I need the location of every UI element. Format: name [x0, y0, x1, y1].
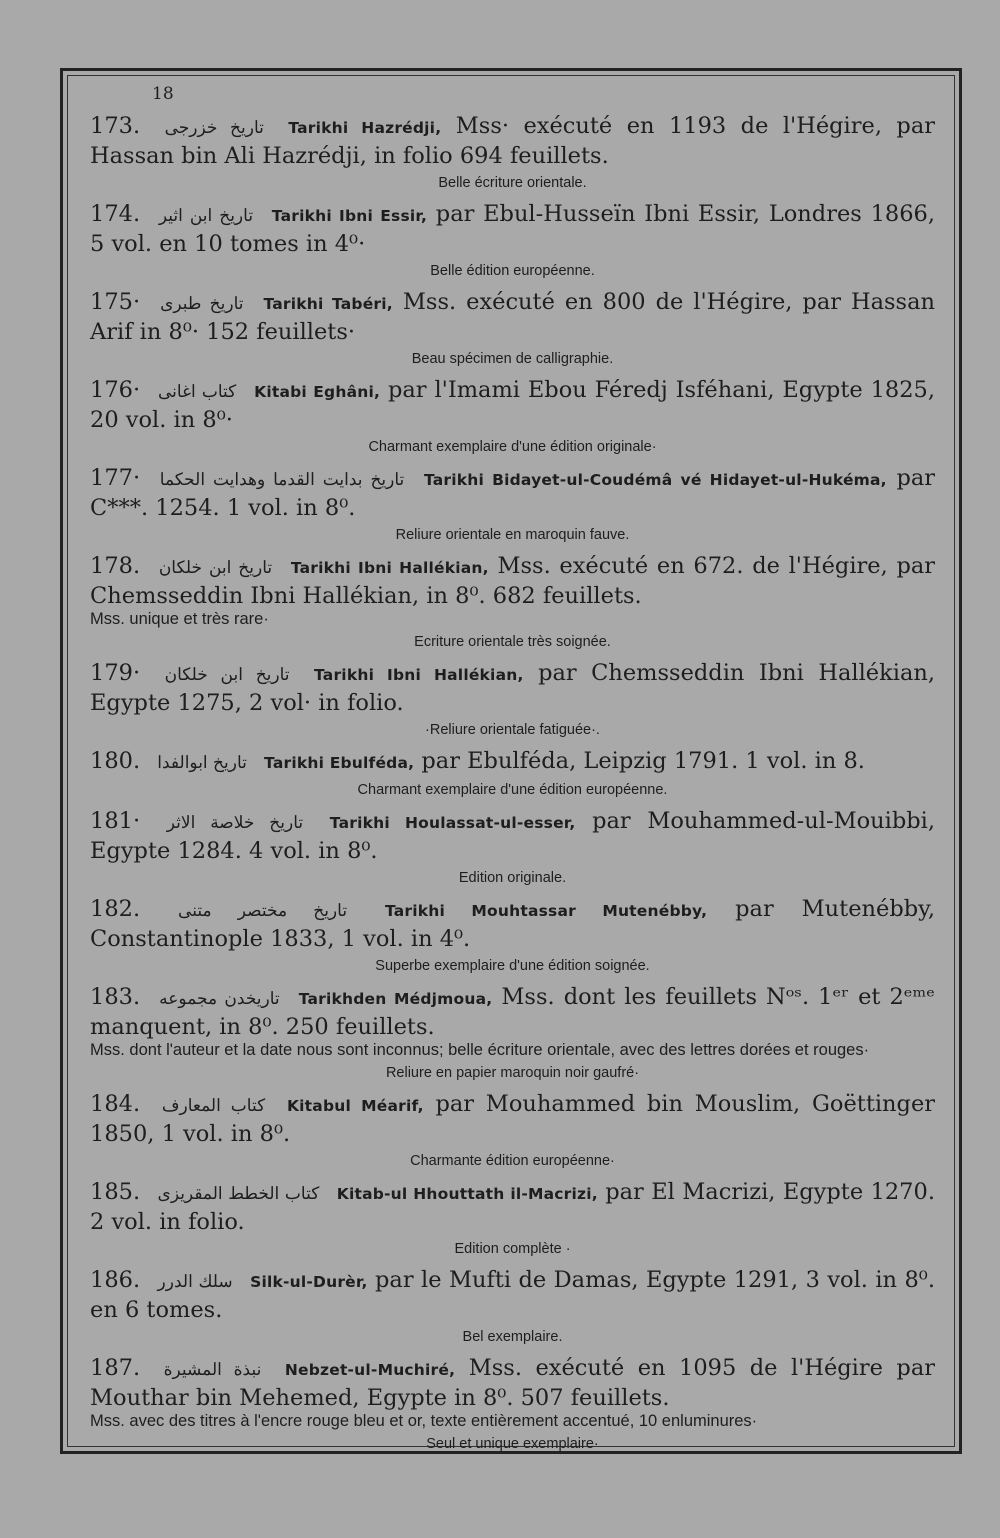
catalog-entry — [90, 659, 935, 741]
entry-number: 182. — [90, 896, 141, 922]
entry-title: Tarikhi Ibni Essir, — [271, 207, 428, 225]
entry-title: Tarikhi Houlassat-ul-esser, — [329, 814, 576, 832]
catalog-entry — [90, 983, 935, 1084]
entry-number: 175· — [90, 289, 141, 315]
entry-number: 174. — [90, 201, 141, 227]
catalog-entry — [90, 112, 935, 194]
entry-number: 184. — [90, 1091, 141, 1117]
entry-main-text — [90, 983, 935, 1041]
entry-description: Mss. dont les feuillets Nᵒˢ. 1ᵉʳ et 2ᵉᵐᵉ manquent, in 8⁰. 250 feuillets. — [90, 984, 936, 1040]
entry-note: Edition originale. — [458, 870, 567, 886]
catalog-entry — [90, 1266, 935, 1348]
entry-description: Mss. exécuté en 800 de l'Hégire, par Hassan Arif in 8⁰· 152 feuillets· — [90, 289, 936, 345]
entry-title: Tarikhi Ibni Hallékian, — [290, 559, 489, 577]
entry-arabic-title: تاریخدن مجموعه — [159, 989, 280, 1009]
entry-title: Tarikhden Médjmoua, — [298, 990, 493, 1008]
entry-title: Tarikhi Ebulféda, — [264, 754, 415, 772]
entry-title: Kitabul Méarif, — [286, 1097, 424, 1115]
entry-number: 178. — [90, 553, 141, 579]
entry-main-text — [90, 552, 935, 610]
entry-number: 185. — [90, 1179, 141, 1205]
entry-title: Tarikhi Bidayet-ul-Coudémâ vé Hidayet-ul-Hukéma, — [423, 471, 887, 489]
entry-remark: Mss. dont l'auteur et la date nous sont inconnus; belle écriture orientale, avec des lettres dorées et rouges· — [90, 1041, 870, 1059]
entry-arabic-title: تاریخ خزرجی — [164, 118, 264, 138]
entry-note: ·Reliure orientale fatiguée·. — [425, 722, 600, 738]
entry-note: Beau spécimen de calligraphie. — [411, 351, 614, 367]
entry-title: Tarikhi Hazrédji, — [288, 119, 442, 137]
entry-note: Superbe exemplaire d'une édition soignée. — [375, 958, 650, 974]
entry-arabic-title: تاریخ ابن خلکان — [164, 665, 290, 685]
entry-arabic-title: تاریخ ابوالفدا — [157, 753, 247, 773]
entry-description: par Mouhammed bin Mouslim, Goëttinger 1850, 1 vol. in 8⁰. — [90, 1091, 936, 1147]
entry-main-text — [90, 376, 935, 434]
entry-title: Tarikhi Ibni Hallékian, — [314, 666, 524, 684]
entry-main-text — [90, 112, 935, 170]
entry-number: 187. — [90, 1355, 141, 1381]
entry-arabic-title: سلك الدرر — [157, 1272, 233, 1292]
entry-note: Bel exemplaire. — [462, 1329, 563, 1345]
catalog-entry — [90, 895, 935, 977]
entry-main-text — [90, 288, 935, 346]
entry-title: Tarikhi Mouhtassar Mutenébby, — [384, 902, 708, 920]
entry-main-text — [90, 1354, 935, 1412]
entry-main-text — [90, 1090, 935, 1148]
entry-description: par le Mufti de Damas, Egypte 1291, 3 vol. in 8⁰. en 6 tomes. — [90, 1267, 935, 1323]
entry-main-text — [90, 747, 935, 777]
entry-note: Charmant exemplaire d'une édition européenne. — [357, 782, 668, 798]
entry-note: Edition complète · — [454, 1241, 571, 1257]
entry-title: Nebzet-ul-Muchiré, — [284, 1361, 456, 1379]
catalog-entry — [90, 464, 935, 546]
entry-main-text — [90, 1178, 935, 1236]
entry-main-text — [90, 1266, 935, 1324]
catalog-entry — [90, 200, 935, 282]
entry-description: par Mutenébby, Constantinople 1833, 1 vol. in 4⁰. — [90, 896, 936, 952]
entry-main-text — [90, 659, 935, 717]
entry-arabic-title: تاریخ خلاصة الاثر — [166, 813, 304, 833]
entry-arabic-title: کتاب المعارف — [161, 1096, 266, 1116]
entry-arabic-title: تاریخ مختصر متنی — [178, 901, 348, 921]
entry-main-text — [90, 200, 935, 258]
entry-note: Charmant exemplaire d'une édition originale· — [368, 439, 657, 455]
catalog-entry — [90, 747, 935, 801]
entry-description: Mss. exécuté en 1095 de l'Hégire par Mouthar bin Mehemed, Egypte in 8⁰. 507 feuillets. — [90, 1355, 935, 1411]
entry-note: Reliure en papier maroquin noir gaufré· — [385, 1065, 640, 1081]
entry-note: Charmante édition européenne· — [410, 1153, 615, 1169]
catalog-entry — [90, 1090, 935, 1172]
catalog-entry — [90, 1354, 935, 1455]
entry-arabic-title: نبذة المشيرة — [163, 1360, 262, 1380]
entry-description: par l'Imami Ebou Féredj Isféhani, Egypte 1825, 20 vol. in 8⁰· — [90, 377, 935, 433]
catalog-entry — [90, 376, 935, 458]
catalog-entry — [90, 807, 935, 889]
entry-title: Tarikhi Tabéri, — [263, 295, 393, 313]
entry-list — [90, 112, 935, 1455]
entry-arabic-title: تاریخ طبری — [160, 294, 244, 314]
entry-number: 181· — [90, 808, 141, 834]
entry-note: Belle écriture orientale. — [438, 175, 587, 191]
entry-main-text — [90, 464, 935, 522]
entry-arabic-title: تاریخ بدایت القدما وهدایت الحکما — [159, 470, 405, 490]
entry-number: 183. — [90, 984, 141, 1010]
entry-remark: Mss. unique et très rare· — [90, 610, 269, 628]
entry-description: par Ebul-Husseïn Ibni Essir, Londres 1866, 5 vol. en 10 tomes in 4⁰· — [90, 201, 935, 257]
entry-note: Belle édition européenne. — [430, 263, 595, 279]
entry-description: par El Macrizi, Egypte 1270. 2 vol. in folio. — [90, 1179, 935, 1235]
entry-description: par Ebulféda, Leipzig 1791. 1 vol. in 8. — [421, 748, 865, 774]
entry-main-text — [90, 895, 935, 953]
entry-arabic-title: تاریخ ابن اثیر — [158, 206, 254, 226]
entry-number: 173. — [90, 113, 141, 139]
catalog-content — [90, 84, 935, 1461]
entry-note: Ecriture orientale très soignée. — [414, 634, 611, 650]
entry-title: Kitab-ul Hhouttath il-Macrizi, — [336, 1185, 598, 1203]
entry-number: 186. — [90, 1267, 141, 1293]
entry-number: 177· — [90, 465, 141, 491]
entry-number: 179· — [90, 660, 141, 686]
entry-note: Reliure orientale en maroquin fauve. — [395, 527, 630, 543]
entry-note: Seul et unique exemplaire· — [426, 1436, 599, 1452]
entry-description: Mss. exécuté en 672. de l'Hégire, par Chemsseddin Ibni Hallékian, in 8⁰. 682 feuillets. — [90, 553, 936, 609]
entry-description: par Chemsseddin Ibni Hallékian, Egypte 1275, 2 vol· in folio. — [90, 660, 936, 716]
entry-description: par Mouhammed-ul-Mouibbi, Egypte 1284. 4 vol. in 8⁰. — [90, 808, 936, 864]
entry-description: par C***. 1254. 1 vol. in 8⁰. — [90, 465, 936, 521]
entry-description: Mss· exécuté en 1193 de l'Hégire, par Hassan bin Ali Hazrédji, in folio 694 feuillets. — [90, 113, 935, 169]
entry-title: Kitabi Eghâni, — [254, 383, 381, 401]
entry-arabic-title: کتاب اغانی — [158, 382, 237, 402]
entry-arabic-title: کتاب الخطط المقریزی — [157, 1184, 320, 1204]
entry-remark: Mss. avec des titres à l'encre rouge bleu et or, texte entièrement accentué, 10 enluminures· — [90, 1412, 758, 1430]
page-number: 18 — [152, 84, 174, 104]
entry-title: Silk-ul-Durèr, — [250, 1273, 368, 1291]
catalog-entry — [90, 1178, 935, 1260]
entry-number: 176· — [90, 377, 141, 403]
catalog-entry — [90, 288, 935, 370]
entry-main-text — [90, 807, 935, 865]
entry-arabic-title: تاریخ ابن خلکان — [158, 558, 273, 578]
entry-number: 180. — [90, 748, 141, 774]
catalog-entry — [90, 552, 935, 653]
